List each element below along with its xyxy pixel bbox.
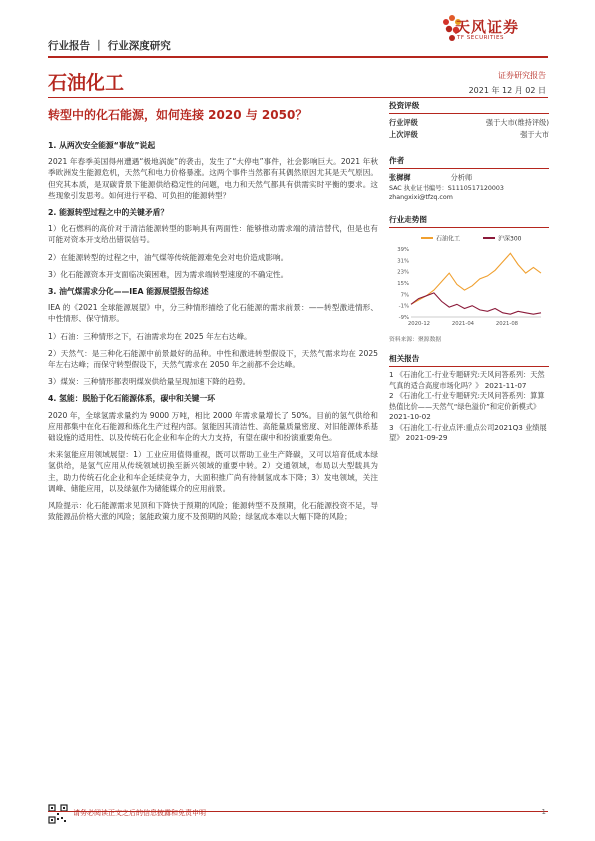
paragraph: 2020 年，全球氢需求量约为 9000 万吨，相比 2000 年需求量增长了 50%。目前的氢气供给和应用都集中在化石能源和炼化生产过程内部。氢能因其清洁性、高能量质量密度、对旧能源体系基础设施的适用性、以及传统石化企业和车企的大力支持，有望在碳中和扮演重要角色。 <box>48 410 378 443</box>
prev-rating-value: 强于大市 <box>520 130 549 139</box>
report-title: 转型中的化石能源，如何连接 2020 与 2050？ <box>48 108 308 122</box>
sidebar-divider <box>389 366 549 367</box>
chart-source: 资料来源：聚源数据 <box>389 337 442 343</box>
header-category: 行业报告 ｜ 行业深度研究 <box>48 40 171 52</box>
sidebar-divider <box>389 113 549 114</box>
x-tick-label: 2021-08 <box>495 321 519 327</box>
paragraph: 1）石油：三种情形之下，石油需求均在 2025 年左右达峰。 <box>48 331 252 341</box>
qr-code-icon <box>48 804 68 824</box>
section-heading: 2. 能源转型过程之中的关键矛盾？ <box>48 208 169 218</box>
y-tick-label: 39% <box>397 247 409 253</box>
logo-name: 天风证券 <box>455 18 520 36</box>
y-tick-label: -1% <box>398 303 409 310</box>
paragraph: IEA 的《2021 全球能源展望》中，分三种情形描绘了化石能源的需求前景：——转型激进情形、中性情形、保守情形。 <box>48 303 378 324</box>
logo-sub: TF SECURITIES <box>457 35 504 41</box>
sector-title: 石油化工 <box>48 72 125 94</box>
legend-label: 沪深300 <box>498 235 522 243</box>
legend-label: 石油化工 <box>436 235 461 243</box>
main-content <box>48 140 378 528</box>
sidebar-divider <box>389 227 549 228</box>
author-role: 分析师 <box>450 173 473 182</box>
report-date: 2021 年 12 月 02 日 <box>468 86 546 95</box>
paragraph: 1）化石燃料的高价对于清洁能源转型的影响具有两面性：能够推动需求端的清洁替代，但是也有可能对资本开支给出错误信号。 <box>48 224 378 245</box>
y-tick-label: -9% <box>398 315 409 321</box>
author-cert: SAC 执业证书编号：S1110517120003 <box>389 185 504 192</box>
y-tick-label: 23% <box>397 269 409 276</box>
related-title: 相关报告 <box>389 354 420 363</box>
paragraph: 未来氢能应用领域展望：1）工业应用值得重视，既可以帮助工业生产降碳，又可以培育低成本绿氢供给，是氢气应用从传统领域切换至新兴领域的重要中转。2）交通领域，布局以大型载具为主，助力传统石化企业和车企延续竞争力，大面积推广尚有待制氢成本下降；3）发电领域，关注调峰、储能应用，以及绿氨作为储能媒介的应用前景。 <box>48 450 378 493</box>
sidebar <box>389 100 549 444</box>
trend-title: 行业走势图 <box>389 215 427 224</box>
paragraph: 风险提示：化石能源需求见顶和下降快于预期的风险；能源转型不及预期，化石能源投资不足，导致能源品价格大涨的风险；氢能政策力度不及预期的风险；绿氢成本难以大幅下降的风险； <box>48 501 378 522</box>
author-title: 作者 <box>389 156 405 165</box>
series-line <box>411 293 541 314</box>
paragraph: 2）天然气：是三种化石能源中前景最好的品种。中性和激进转型假设下，天然气需求均在 2025 年左右达峰；而保守转型假设下，天然气需求在 2050 年之前都不会达峰。 <box>48 348 378 370</box>
rating-value: 强于大市(维持评级) <box>485 118 549 127</box>
y-tick-label: 15% <box>397 281 409 287</box>
page-number: 1 <box>541 808 546 816</box>
series-line <box>411 253 541 304</box>
rating-title: 投资评级 <box>389 101 420 110</box>
rating-label: 行业评级 <box>389 118 418 127</box>
sidebar-divider <box>389 168 549 169</box>
paragraph: 2）在能源转型的过程之中，油气煤等传统能源难免会对电价造成影响。 <box>48 252 289 262</box>
related-report[interactable]: 2 《石油化工-行业专题研究:天风问答系列：算算热值比价——天然气“绿色溢价”和定价新模式》 2021-10-02 <box>389 391 545 421</box>
section-heading: 3. 油气煤需求分化——IEA 能源展望报告综述 <box>48 287 209 297</box>
y-tick-label: 7% <box>400 292 409 299</box>
paragraph: 2021 年春季美国得州遭遇“极地涡旋”的袭击，发生了“大停电”事件，社会影响巨大。2021 年秋季欧洲发生能源危机，天然气和电力价格暴涨。这两个事件当然都有其偶然原因尤其是天气原因。但究其本质，是双碳背景下能源供给稳定性的问题，电力和天然气都具有供需实时平衡的要求。这些现象引发思考。如何进行平稳、可负担的能源转型？ <box>48 157 378 200</box>
author-name: 张樨樨 <box>389 173 411 182</box>
related-report[interactable]: 1 《石油化工-行业专题研究:天风问答系列：天然气真的适合高度市场化吗？》 2021-11-07 <box>389 370 545 390</box>
x-tick-label: 2020-12 <box>407 321 431 327</box>
x-tick-label: 2021-04 <box>451 321 475 327</box>
title-divider <box>48 97 548 98</box>
section-heading: 1. 从两次安全能源“事故”说起 <box>48 141 156 150</box>
related-report[interactable]: 3 《石油化工-行业点评:重点公司2021Q3 业绩展望》 2021-09-29 <box>389 422 547 442</box>
header-divider <box>48 56 548 58</box>
paragraph: 3）化石能源资本开支面临决策困难，因为需求端转型速度的不确定性。 <box>48 269 289 279</box>
paragraph: 3）煤炭：三种情形都表明煤炭供给量呈现加速下降的趋势。 <box>48 377 251 387</box>
trend-chart <box>389 231 549 331</box>
footer-disclaimer[interactable]: 请务必阅读正文之后的信息披露和免责申明 <box>73 809 206 817</box>
report-type: 证券研究报告 <box>498 71 546 80</box>
y-tick-label: 31% <box>397 258 409 265</box>
section-heading: 4. 氢能：脱胎于化石能源体系，碳中和关键一环 <box>48 394 216 404</box>
prev-rating-label: 上次评级 <box>389 130 418 139</box>
author-email[interactable]: zhangxixi@tfzq.com <box>389 194 453 201</box>
